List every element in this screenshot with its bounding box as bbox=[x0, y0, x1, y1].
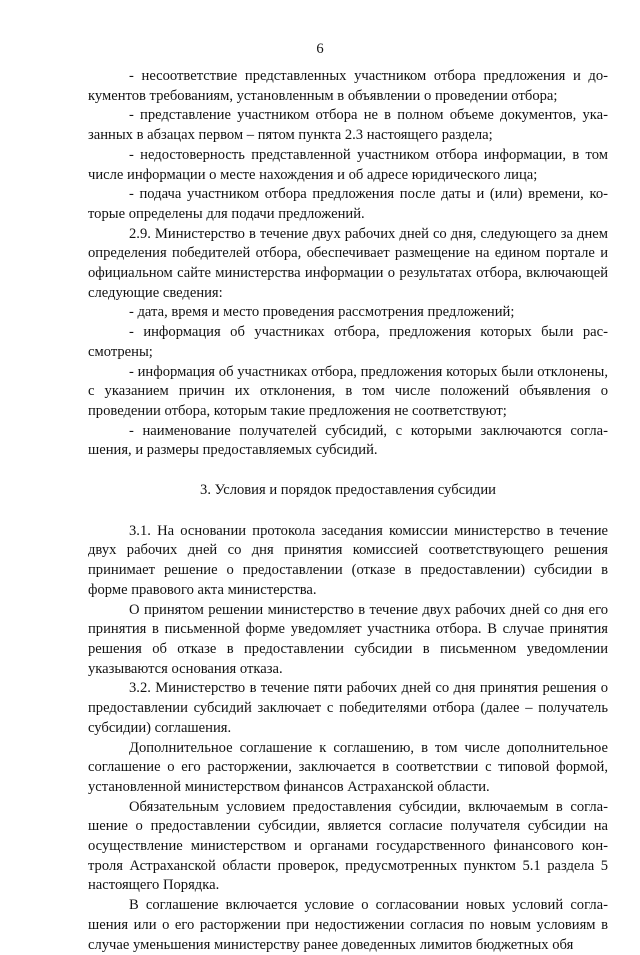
paragraph: - наименование получателей субсидий, с которыми заключаются соглашения, и размеры предоставляемых субсидий. bbox=[88, 422, 608, 459]
paragraph: - информация об участниках отбора, предложения которых были отклонены, с указанием причин их отклонения, в том числе положений объявления о проведении отбора, которым такие предложения не соответствуют; bbox=[88, 363, 608, 419]
paragraph: О принятом решении министерство в течение двух рабочих дней со дня его принятия в письменной форме уведомляет участника отбора. В случае принятия решения об отказе в предоставлении субсидии в письменном уведомлении указываются основания отказа. bbox=[88, 601, 608, 677]
paragraph: 3.2. Министерство в течение пяти рабочих дней со дня принятия решения о предоставлении субсидий заключает с победителями отбора (далее – получатель субсидии) соглашения. bbox=[88, 680, 608, 736]
page-number: 6 bbox=[316, 41, 324, 57]
paragraph: - несоответствие представленных участником отбора предложения и документов требованиям, установленным в объявлении о проведении отбора; bbox=[88, 68, 608, 104]
paragraph: - недостоверность представленной участником отбора информации, в том числе информации о месте нахождения и об адресе юридического лица; bbox=[88, 146, 608, 183]
paragraph: - представление участником отбора не в полном объеме документов, указанных в абзацах первом – пятом пункта 2.3 настоящего раздела; bbox=[88, 107, 608, 144]
paragraph: - дата, время и место проведения рассмотрения предложений; bbox=[129, 304, 515, 321]
section-heading: 3. Условия и порядок предоставления субсидии bbox=[200, 482, 496, 499]
paragraph: - информация об участниках отбора, предложения которых были рассмотрены; bbox=[88, 324, 608, 360]
document-body bbox=[88, 67, 608, 955]
paragraph: Обязательным условием предоставления субсидии, включаемым в соглашение о предоставлении субсидии, является согласие получателя субсидии на осуществление министерством и органами государственного финансового контроля Астраханской области проверок, предусмотренных пунктом 5.1 раздела 5 настоящего Порядка. bbox=[88, 798, 608, 894]
paragraph: Дополнительное соглашение к соглашению, в том числе дополнительное соглашение о его расторжении, заключается в соответствии с типовой формой, установленной министерством финансов Астраханской области. bbox=[88, 739, 608, 795]
paragraph: 2.9. Министерство в течение двух рабочих дней со дня, следующего за днем определения победителей отбора, обеспечивает размещение на едином портале и официальном сайте министерства информации о результатах отбора, включающей следующие сведения: bbox=[88, 225, 608, 301]
paragraph: В соглашение включается условие о согласовании новых условий соглашения или о его расторжении при недостижении согласия по новым условиям в случае уменьшения министерству ранее доведенных лимитов бюджетных обя bbox=[88, 897, 608, 953]
paragraph: - подача участником отбора предложения после даты и (или) времени, которые определены для подачи предложений. bbox=[88, 186, 608, 222]
paragraph: 3.1. На основании протокола заседания комиссии министерство в течение двух рабочих дней со дня принятия комиссией соответствующего решения принимает решение о предоставлении (отказе в предоставлении) субсидии в форме правового акта министерства. bbox=[88, 522, 608, 598]
